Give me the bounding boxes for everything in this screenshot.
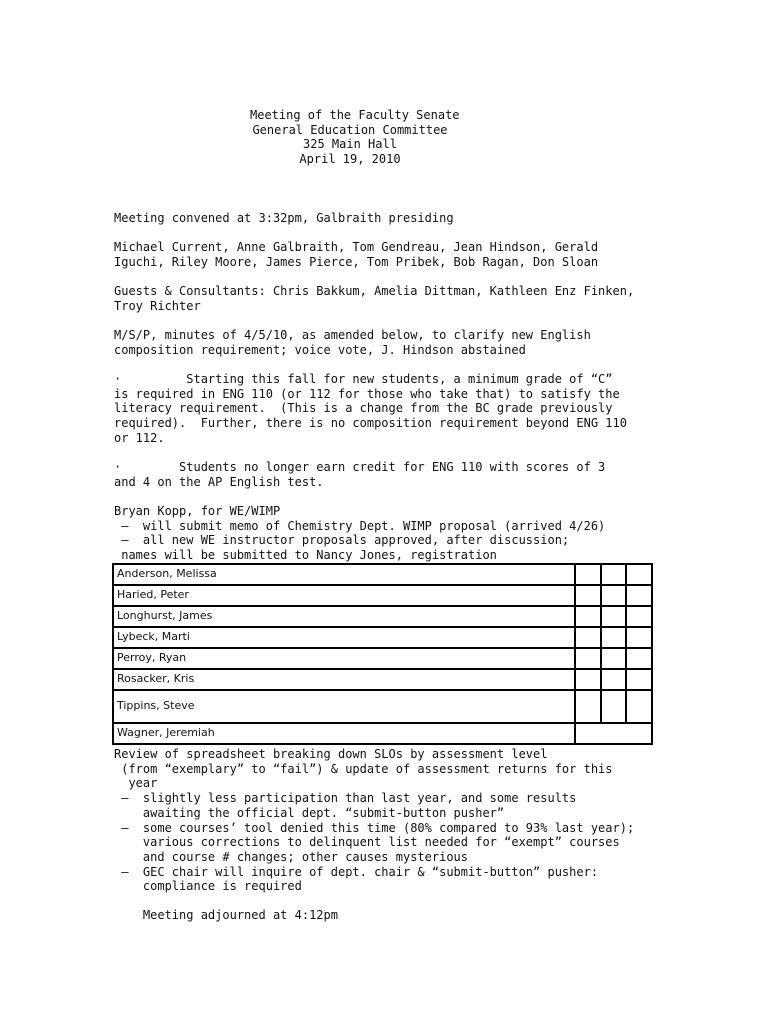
roster-cell [601,585,627,606]
amendment-line: · Starting this fall for new students, a minimum grade of “C” [114,372,613,386]
attendees-paragraph [114,240,674,269]
motion-line: M/S/P, minutes of 4/5/10, as amended below, to clarify new English [114,328,591,342]
table-row [113,627,652,648]
table-row [113,690,652,723]
wimp-line: names will be submitted to Nancy Jones, registration [114,548,497,563]
roster-cell [601,648,627,669]
header-senate: Meeting of the Faculty Senate [250,108,460,122]
wimp-line: Bryan Kopp, for WE/WIMP [114,504,281,518]
guests-line: Guests & Consultants: Chris Bakkum, Amelia Dittman, Kathleen Enz Finken, [114,284,635,298]
roster-cell [626,627,652,648]
roster-cell [626,690,652,723]
roster-cell [575,669,601,690]
review-paragraph [114,747,694,894]
meeting-header [250,108,460,167]
roster-cell [626,564,652,585]
guests-line: Troy Richter [114,298,201,313]
review-line: and course # changes; other causes mysterious [114,849,469,864]
roster-cell [626,669,652,690]
amendment-paragraph-2 [114,460,674,489]
roster-name: Anderson, Melissa [113,564,575,585]
review-line: (from “exemplary” to “fail”) & update of assessment returns for this [114,761,613,776]
roster-cell [626,585,652,606]
table-row [113,648,652,669]
header-location: 325 Main Hall [303,137,397,152]
roster-cell [626,606,652,627]
attendees-line: Iguchi, Riley Moore, James Pierce, Tom Pribek, Bob Ragan, Don Sloan [114,254,599,269]
table-row [113,564,652,585]
table-row [113,723,652,744]
table-row [113,585,652,606]
header-committee: General Education Committee [252,122,448,137]
roster-table [112,563,653,745]
roster-name: Tippins, Steve [113,690,575,723]
wimp-paragraph [114,504,674,563]
roster-name: Wagner, Jeremiah [113,723,575,744]
roster-cell [601,690,627,723]
review-line: Review of spreadsheet breaking down SLOs by assessment level [114,747,548,761]
review-line: – some courses’ tool denied this time (80% compared to 93% last year); [114,820,635,835]
amendment-line: or 112. [114,430,165,445]
table-row [113,606,652,627]
roster-cell [575,606,601,627]
table-row [113,669,652,690]
review-line: – slightly less participation than last year, and some results [114,791,577,806]
header-date: April 19, 2010 [299,152,401,167]
amendment-line: and 4 on the AP English test. [114,474,324,489]
roster-cell [575,627,601,648]
amendment-line: required). Further, there is no composition requirement beyond ENG 110 [114,416,627,431]
amendment-line: literacy requirement. (This is a change from the BC grade previously [114,401,613,416]
amendment-line: is required in ENG 110 (or 112 for those who take that) to satisfy the [114,386,620,401]
review-line: – GEC chair will inquire of dept. chair & “submit-button” pusher: [114,864,599,879]
roster-cell [601,627,627,648]
review-line: various corrections to delinquent list needed for “exempt” courses [114,835,620,850]
roster-name: Longhurst, James [113,606,575,627]
roster-cell [575,648,601,669]
amendment-paragraph-1 [114,372,674,446]
roster-cell [626,648,652,669]
wimp-line: – all new WE instructor proposals approved, after discussion; [114,533,570,548]
roster-cell [575,723,652,744]
convened-line: Meeting convened at 3:32pm, Galbraith presiding [114,211,454,225]
roster-name: Rosacker, Kris [113,669,575,690]
review-line: compliance is required [114,879,302,894]
guests-paragraph [114,284,674,313]
roster-name: Haried, Peter [113,585,575,606]
roster-cell [601,606,627,627]
review-line: awaiting the official dept. “submit-button pusher” [114,805,505,820]
roster-name: Lybeck, Marti [113,627,575,648]
roster-cell [575,564,601,585]
roster-cell [575,585,601,606]
review-line: year [114,776,158,791]
roster-cell [575,690,601,723]
wimp-line: – will submit memo of Chemistry Dept. WIMP proposal (arrived 4/26) [114,518,606,533]
amendment-line: · Students no longer earn credit for ENG 110 with scores of 3 [114,460,606,474]
roster-name: Perroy, Ryan [113,648,575,669]
adjourned-line: Meeting adjourned at 4:12pm [114,908,338,922]
attendees-line: Michael Current, Anne Galbraith, Tom Gendreau, Jean Hindson, Gerald [114,240,599,254]
motion-paragraph [114,328,674,357]
roster-cell [601,669,627,690]
roster-cell [601,564,627,585]
motion-line: composition requirement; voice vote, J. Hindson abstained [114,342,526,357]
